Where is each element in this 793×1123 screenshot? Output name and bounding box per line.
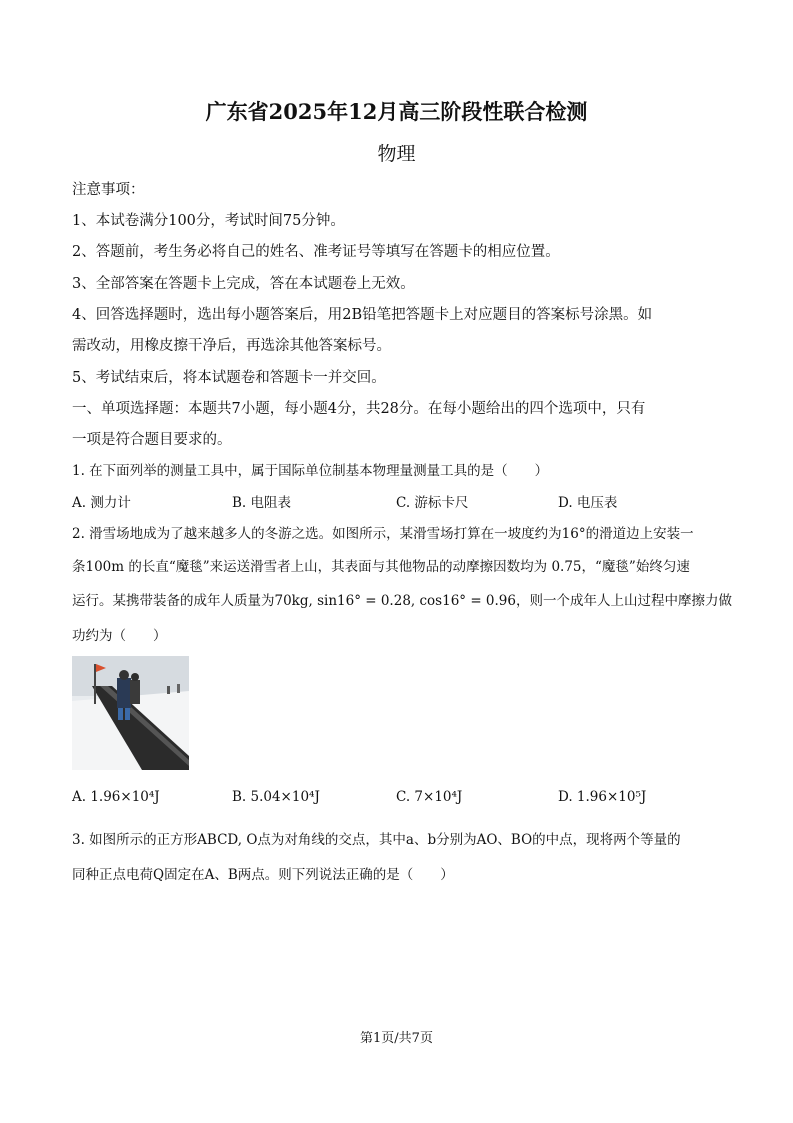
exam-title: 广东省2025年12月高三阶段性联合检测 (205, 99, 588, 124)
q2-option-b: B. 5.04×10⁴J (232, 789, 320, 805)
notice-item-5: 5、考试结束后，将本试题卷和答题卡一并交回。 (72, 370, 386, 386)
q2-option-a: A. 1.96×10⁴J (72, 789, 160, 805)
q1-option-d: D. 电压表 (558, 495, 618, 511)
section-heading: 一、单项选择题：本题共7小题，每小题4分，共28分。在每小题给出的四个选项中，只有 (72, 401, 646, 417)
q1-option-b: B. 电阻表 (232, 495, 292, 511)
question-3-line-2: 同种正点电荷Q固定在A、B两点。则下列说法正确的是（ ） (72, 867, 454, 883)
notice-item-2: 2、答题前，考生务必将自己的姓名、准考证号等填写在答题卡的相应位置。 (72, 244, 560, 260)
ski-carpet-photo (72, 656, 189, 770)
subject-title: 物理 (377, 143, 416, 165)
notice-item-4: 4、回答选择题时，选出每小题答案后，用2B铅笔把答题卡上对应题目的答案标号涂黑。如 (72, 307, 653, 323)
notice-item-1: 1、本试卷满分100分，考试时间75分钟。 (72, 213, 345, 229)
q1-option-a: A. 测力计 (72, 495, 131, 511)
notice-item-3: 3、全部答案在答题卡上完成，答在本试题卷上无效。 (72, 276, 415, 292)
question-2-line-4: 功约为（ ） (72, 628, 167, 644)
question-3-line-1: 3. 如图所示的正方形ABCD, O点为对角线的交点，其中a、b分别为AO、BO的中点，现将两个等量的 (72, 832, 681, 848)
q1-option-c: C. 游标卡尺 (396, 495, 469, 511)
question-2-line-3: 运行。某携带装备的成年人质量为70kg, sin16° = 0.28, cos16° = 0.96，则一个成年人上山过程中摩擦力做 (72, 593, 732, 609)
question-2-line-2: 条100m 的长直“魔毯”来运送滑雪者上山，其表面与其他物品的动摩擦因数均为 0.75，“魔毯”始终匀速 (72, 559, 690, 575)
notice-heading: 注意事项： (72, 182, 145, 198)
q2-option-d: D. 1.96×10⁵J (558, 789, 647, 805)
notice-item-4-cont: 需改动，用橡皮擦干净后，再选涂其他答案标号。 (72, 338, 391, 354)
section-heading-cont: 一项是符合题目要求的。 (72, 432, 232, 448)
page-footer: 第1页/共7页 (360, 1031, 433, 1046)
question-1-stem: 1. 在下面列举的测量工具中，属于国际单位制基本物理量测量工具的是（ ） (72, 463, 549, 479)
question-2-line-1: 2. 滑雪场地成为了越来越多人的冬游之选。如图所示，某滑雪场打算在一坡度约为16°的滑道边上安装一 (72, 526, 694, 542)
q2-option-c: C. 7×10⁴J (396, 789, 463, 805)
